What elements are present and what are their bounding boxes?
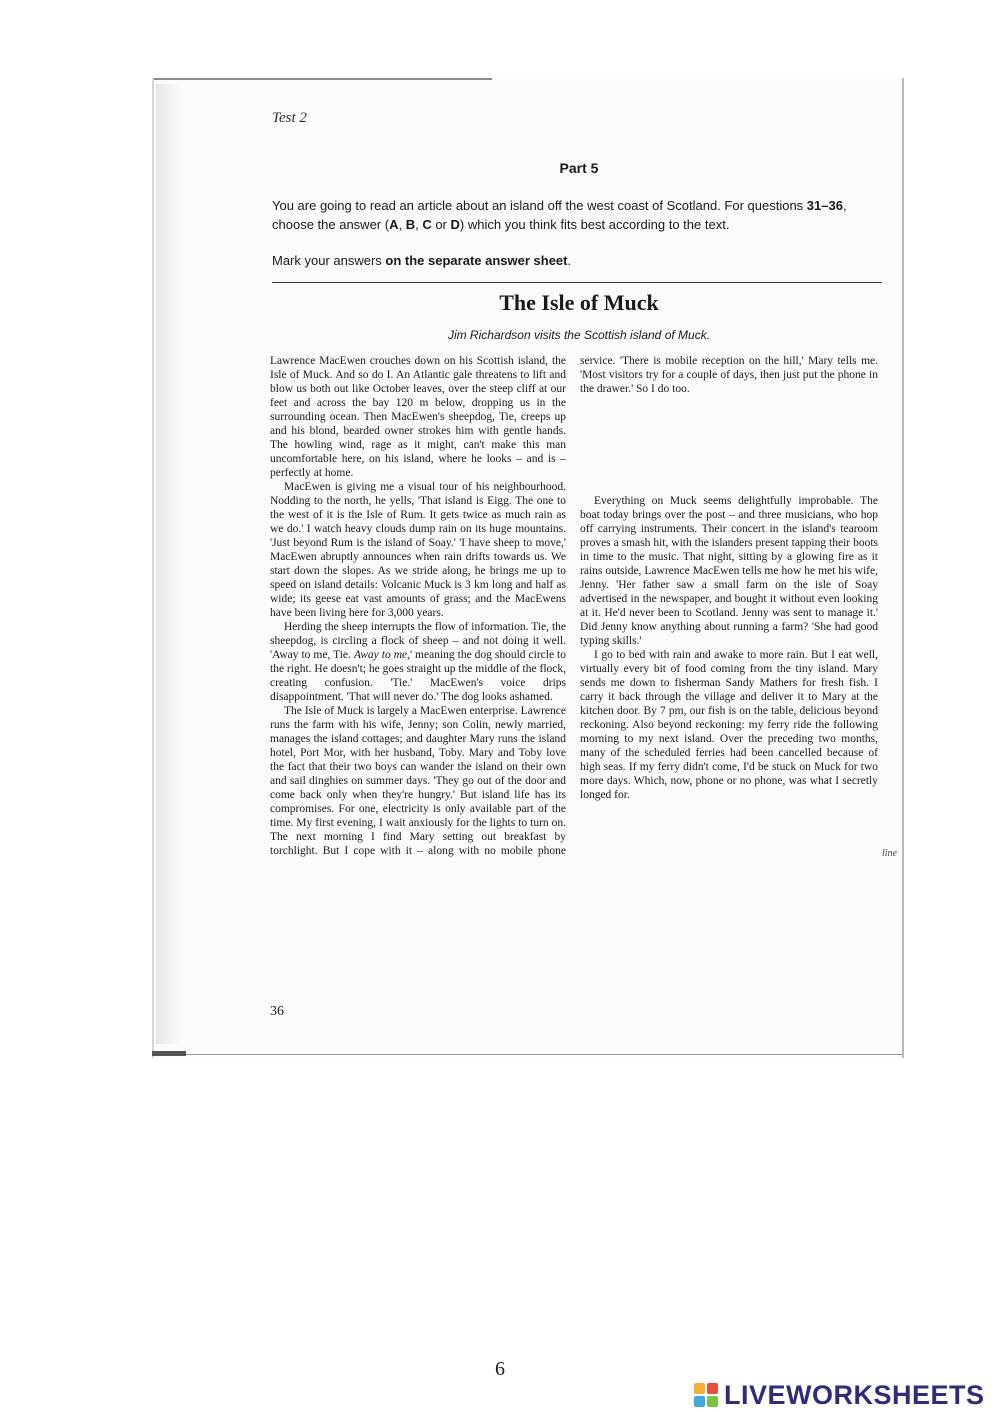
article-column-left <box>270 354 566 858</box>
instructions-text: , choose the answer ( <box>272 198 847 232</box>
paragraph-text: Herding the sheep interrupts the flow of information. Tie, the sheepdog, is circling a flock of sheep – and not doing it well. 'Away to me, Tie. <box>270 621 566 661</box>
line-marker: line <box>882 848 897 859</box>
divider <box>272 282 882 283</box>
running-head: Test 2 <box>272 110 307 126</box>
option-d: D <box>450 217 460 232</box>
paragraph <box>270 620 566 704</box>
logo-squares-icon <box>694 1383 718 1407</box>
article-column-right <box>580 354 878 802</box>
note-text: . <box>567 253 572 268</box>
note-bold: on the separate answer sheet <box>385 253 568 268</box>
instructions-text: or <box>431 217 451 232</box>
logo-square <box>694 1396 705 1407</box>
instructions <box>272 196 886 234</box>
answer-sheet-note <box>272 253 886 268</box>
paragraph-continued <box>580 354 878 494</box>
logo-square <box>707 1383 718 1394</box>
paragraph: The Isle of Muck is largely a MacEwen enterprise. Lawrence runs the farm with his wife, Jenny; son Colin, newly married, manages the island cottages; and daughter Mary runs the island hotel, Port Mor, with her husband, Toby. Mary and Toby love the fact that their two boys can wander the island on their own and sail dinghies on summer days. 'They go out of the door and come back only when they're hungry.' But island life has its compromises. For one, electricity is only available part of the time. My first evening, I wait anxiously for the lights to turn on. The next morning I find Mary setting out breakfast by torchlight. But I cope with it – along with no mobile phone <box>270 705 566 857</box>
instructions-text: , <box>415 217 423 232</box>
scan-shadow <box>156 84 182 1044</box>
scan-edge-left <box>152 78 154 1058</box>
question-range: 31–36 <box>806 198 843 213</box>
paragraph: MacEwen is giving me a visual tour of his neighbourhood. Nodding to the north, he yells, 'That island is Eigg. The one to the west of it is the Isle of Rum. It gets twice as much rain as we do.' I watch heavy clouds dump rain on its huge mountains. 'Just beyond Rum is the island of Soay.' 'I have sheep to move,' MacEwen abruptly announces when rain drifts towards us. We start down the slopes. As we stride along, he brings me up to speed on island details: Volcanic Muck is 3 km long and half as wide; its geese eat vast amounts of grass; and the MacEwens have been living here for 3,000 years. <box>270 481 566 619</box>
instructions-text: You are going to read an article about an island off the west coast of Scotland. For questions <box>272 198 807 213</box>
sheet-number: 6 <box>495 1358 505 1380</box>
article-title: The Isle of Muck <box>499 290 659 315</box>
liveworksheets-logo[interactable] <box>694 1378 985 1412</box>
option-c: C <box>422 217 432 232</box>
brand-name: LIVEWORKSHEETS <box>724 1379 985 1410</box>
page-number: 36 <box>270 1004 284 1019</box>
logo-square <box>694 1383 705 1394</box>
scan-edge-bottom <box>186 1054 902 1055</box>
instructions-text: , <box>398 217 406 232</box>
option-b: B <box>405 217 416 232</box>
instructions-text: ) which you think fits best according to the text. <box>459 217 730 232</box>
paragraph-text: ,' meaning the dog should circle to the right. He doesn't; he goes straight up the middle of the flock, creating confusion. 'Tie.' MacEwen's voice drips disappointment. 'That will never do.' The dog looks ashamed. <box>270 649 566 703</box>
scan-edge-top <box>152 78 492 80</box>
paragraph: Lawrence MacEwen crouches down on his Scottish island, the Isle of Muck. And so do I. An Atlantic gale threatens to lift and blow us both out like October leaves, over the steep cliff at our feet and across the bay 120 m below, dropping us in the surrounding ocean. Then MacEwen's sheepdog, Tie, creeps up and his blond, bearded owner strokes him with gentle hands. The howling wind, rage as it might, can't make this man uncomfortable here, on his island, where he looks – and is – perfectly at home. <box>270 355 566 479</box>
paragraph: Everything on Muck seems delightfully improbable. The boat today brings over the post – and three musicians, who hop off carrying instruments. Their concert in the island's tearoom proves a smash hit, with the islanders present tapping their boots in time to the music. That night, sitting by a glowing fire as it rains outside, Lawrence MacEwen tells me how he met his wife, Jenny. 'Her father saw a small farm on the isle of Soay advertised in the newspaper, and bought it without even looking at it. He'd never been to Scotland. Jenny was sent to manage it.' Did Jenny know anything about running a farm? 'She had good typing skills.' <box>580 495 878 647</box>
paragraph-continued-text: service. 'There is mobile reception on the hill,' Mary tells me. 'Most visitors try for a couple of days, then just put the phone in the drawer.' So I do too. <box>580 355 878 395</box>
paragraph: I go to bed with rain and awake to more rain. But I eat well, virtually every bit of food coming from the tiny island. Mary sends me down to fisherman Sandy Mathers for fresh fish. I carry it back through the village and deliver it to Mary at the kitchen door. By 7 pm, our fish is on the table, delicious beyond reckoning. Also beyond reckoning: my ferry ride the following morning to my next island. Over the preceding two months, many of the scheduled ferries had been cancelled because of high seas. If my ferry didn't come, I'd be stuck on Muck for two more days. Which, now, phone or no phone, was what I secretly longed for. <box>580 649 878 801</box>
logo-square <box>707 1396 718 1407</box>
scan-edge-right <box>902 78 904 1058</box>
option-a: A <box>389 217 399 232</box>
note-text: Mark your answers <box>272 253 386 268</box>
scan-edge-bottom-mark <box>152 1051 186 1056</box>
paragraph-emphasis: Away to me <box>353 649 408 661</box>
byline: Jim Richardson visits the Scottish island of Muck. <box>447 328 711 342</box>
part-title: Part 5 <box>559 160 599 176</box>
